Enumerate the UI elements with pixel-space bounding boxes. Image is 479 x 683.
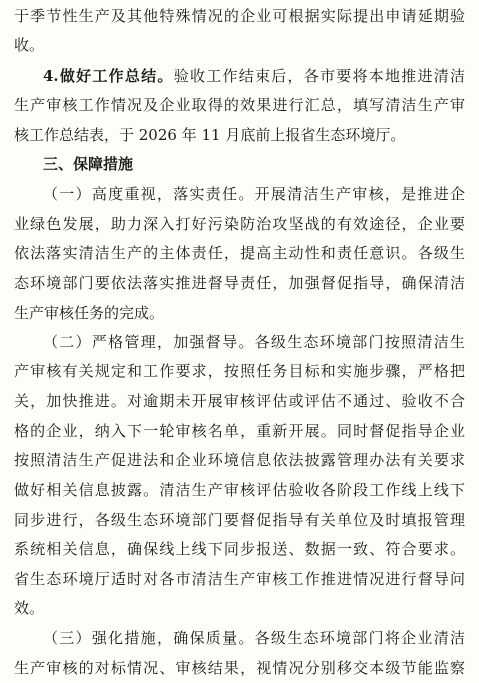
- line-text: 产审核有关规定和工作要求，按照任务目标和实施步骤，严格把: [14, 362, 465, 380]
- document-line: [0, 268, 479, 298]
- line-text: （三）强化措施，确保质量。各级生态环境部门将企业清洁: [43, 629, 465, 647]
- line-text: 验收工作结束后，各市要将本地推进清洁: [173, 67, 465, 85]
- document-line: [0, 416, 479, 446]
- line-text: 态环境部门要依法落实推进督导责任，加强督促指导，确保清洁: [14, 274, 465, 292]
- document-line: [0, 120, 479, 150]
- document-line: [0, 623, 479, 653]
- line-text: 收。: [14, 36, 45, 54]
- line-text: 做好相关信息披露。清洁生产审核评估验收各阶段工作线上线下: [14, 481, 465, 499]
- document-line: [0, 564, 479, 594]
- document-line: [0, 327, 479, 357]
- line-text: 于季节性生产及其他特殊情况的企业可根据实际提出申请延期验: [14, 7, 465, 25]
- document-line: [0, 149, 479, 179]
- line-text: 按照清洁生产促进法和企业环境信息依法披露管理办法有关要求: [14, 451, 465, 469]
- document-line: [0, 179, 479, 209]
- document-line: [0, 30, 479, 60]
- document-line: [0, 298, 479, 328]
- line-text: 生产审核的对标情况、审核结果，视情况分别移交本级节能监察: [14, 659, 465, 677]
- document-line: [0, 445, 479, 475]
- line-text: 效。: [14, 599, 45, 617]
- line-text: 省生态环境厅适时对各市清洁生产审核工作推进情况进行督导问: [14, 570, 465, 588]
- document-line: [0, 356, 479, 386]
- line-text: 关，加快推进。对逾期未开展审核评估或评估不通过、验收不合: [14, 392, 465, 410]
- document-line: [0, 653, 479, 683]
- document-line: [0, 505, 479, 535]
- line-text: 核工作总结表，于 2026 年 11 月底前上报省生态环境厅。: [14, 126, 406, 144]
- document-line: [0, 61, 479, 91]
- document-line: [0, 238, 479, 268]
- line-text: 生产审核工作情况及企业取得的效果进行汇总，填写清洁生产审: [14, 96, 465, 114]
- line-text: 生产审核任务的完成。: [14, 304, 165, 322]
- document-line: [0, 534, 479, 564]
- document-line: [0, 209, 479, 239]
- document-line: [0, 593, 479, 623]
- line-text: 系统相关信息，确保线上线下同步报送、数据一致、符合要求。: [14, 540, 465, 558]
- line-text: 依法落实清洁生产的主体责任，提高主动性和责任意识。各级生: [14, 244, 465, 262]
- section-heading: 三、保障措施: [43, 155, 134, 173]
- document-line: [0, 90, 479, 120]
- document-line: [0, 475, 479, 505]
- line-text: 业绿色发展，助力深入打好污染防治攻坚战的有效途径，企业要: [14, 215, 465, 233]
- item-lead: 4.做好工作总结。: [43, 67, 174, 85]
- line-text: （二）严格管理，加强督导。各级生态环境部门按照清洁生: [43, 333, 465, 351]
- line-text: 格的企业，纳入下一轮审核名单，重新开展。同时督促指导企业: [14, 422, 465, 440]
- document-line: [0, 1, 479, 31]
- line-text: 同步进行，各级生态环境部门要督促指导有关单位及时填报管理: [14, 511, 465, 529]
- line-text: （一）高度重视，落实责任。开展清洁生产审核，是推进企: [43, 185, 465, 203]
- document-line: [0, 386, 479, 416]
